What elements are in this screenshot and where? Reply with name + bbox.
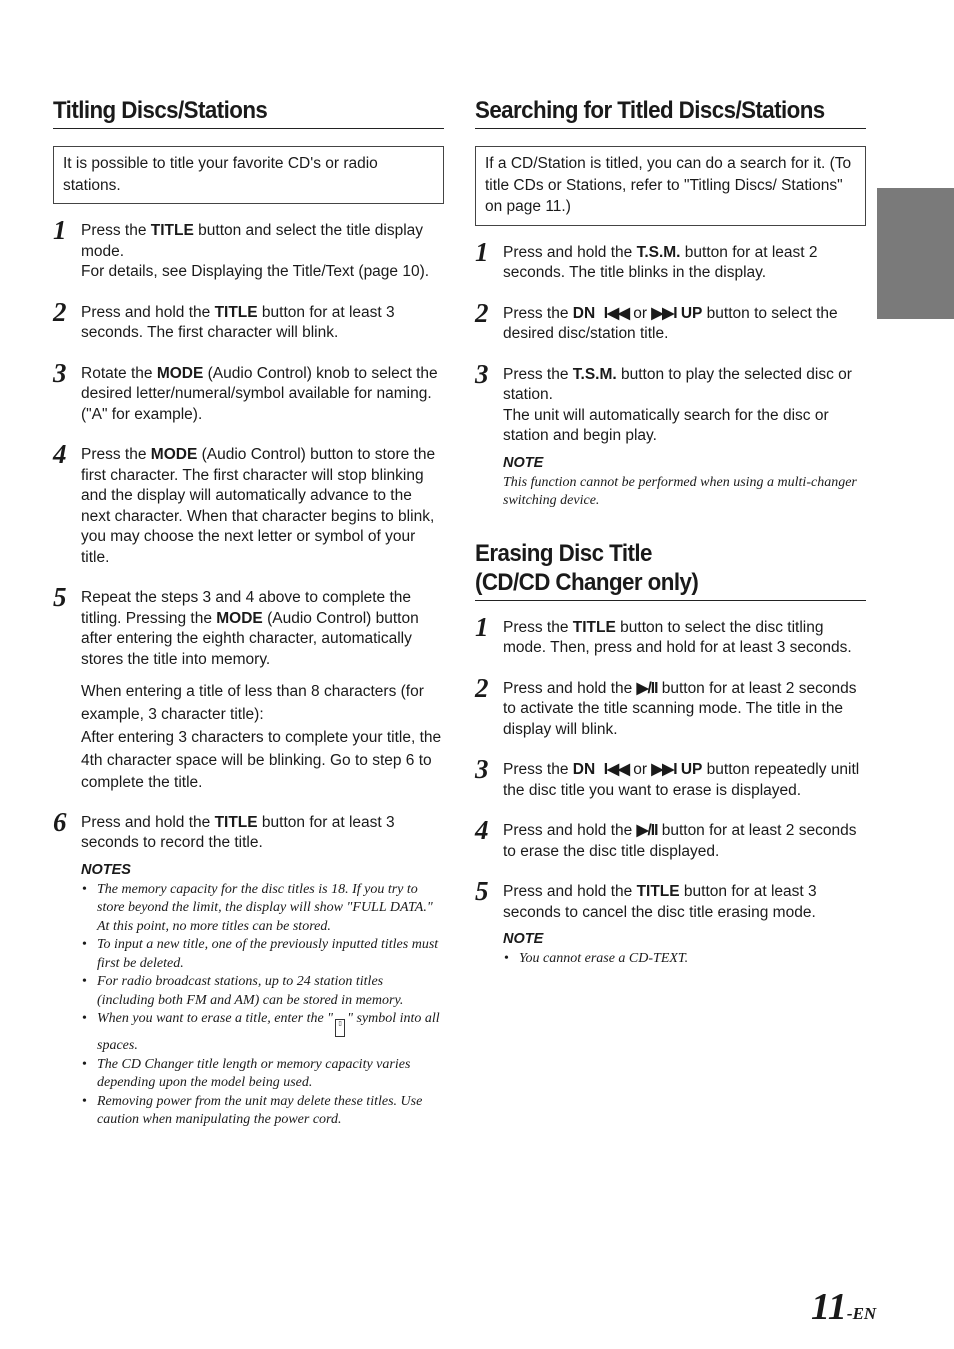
step-detail: For details, see Displaying the Title/Text (page 10). xyxy=(81,263,430,280)
titling-step-5-extra xyxy=(53,681,444,795)
step-number: 6 xyxy=(53,806,67,837)
heading-erasing-wrap xyxy=(475,539,866,601)
heading-erasing-line2: (CD/CD Changer only) xyxy=(475,568,699,596)
note-item: • You cannot erase a CD-TEXT. xyxy=(503,950,866,969)
page-suffix: -EN xyxy=(846,1304,877,1323)
step-number: 5 xyxy=(53,582,67,612)
prev-track-icon: I◀◀ xyxy=(603,761,629,778)
heading-searching: Searching for Titled Discs/Stations xyxy=(475,97,825,124)
notes-list xyxy=(81,881,444,1130)
titling-step-4 xyxy=(53,439,444,568)
step-text: Press the TITLE button and select the title display mode. xyxy=(81,222,424,260)
titling-step-1 xyxy=(53,215,444,283)
titling-step-2 xyxy=(53,296,444,344)
erase-step-4 xyxy=(475,815,866,862)
titling-step-5 xyxy=(53,582,444,670)
right-column xyxy=(475,96,866,969)
notes-title: NOTES xyxy=(81,861,131,878)
note-item: • The memory capacity for the disc titles is 18. If you try to store beyond the limit, the display will show "FULL DATA." At this point, no more titles can be stored. xyxy=(81,881,444,937)
step-number: 4 xyxy=(53,439,67,469)
step-text: Press the DN I◀◀ or ▶▶I UP button to select the desired disc/station title. xyxy=(503,304,838,342)
step-number: 2 xyxy=(475,672,489,703)
step-number: 1 xyxy=(53,215,67,245)
space-symbol-icon: ▯ xyxy=(335,1019,345,1037)
step-number: 4 xyxy=(475,815,489,845)
search-step-2 xyxy=(475,297,866,345)
note-item: • When you want to erase a title, enter the " ▯ " symbol into all spaces. xyxy=(81,1010,444,1056)
note-item: • The CD Changer title length or memory capacity varies depending upon the model being used. xyxy=(81,1056,444,1093)
step-text: Press the MODE (Audio Control) button to store the first character. The first character will stop blinking and the display will automatically advance to the next character. When that character begins to blink, you may choose the next letter or symbol of your title. xyxy=(81,446,436,566)
play-pause-icon: ▶/II xyxy=(636,822,658,839)
note-item: • To input a new title, one of the previously inputted titles must first be deleted. xyxy=(81,936,444,973)
step-text: Rotate the MODE (Audio Control) knob to select the desired letter/numeral/symbol available for naming. ("A" for example). xyxy=(81,364,438,423)
intro-box-titling: It is possible to title your favorite CD's or radio stations. xyxy=(53,146,444,204)
extra-text: After entering 3 characters to complete your title, the 4th character space will be blinking. Go to step 6 to complete the title. xyxy=(81,729,442,791)
step-number: 2 xyxy=(53,296,67,327)
heading-titling-wrap xyxy=(53,96,444,129)
heading-erasing-line1: Erasing Disc Title xyxy=(475,539,652,567)
prev-track-icon: I◀◀ xyxy=(603,304,629,322)
titling-notes xyxy=(53,861,444,1130)
note-item: • Removing power from the unit may delete these titles. Use caution when manipulating the power cord. xyxy=(81,1093,444,1130)
play-pause-icon: ▶/II xyxy=(636,679,658,697)
step-number: 5 xyxy=(475,876,489,906)
step-number: 1 xyxy=(475,236,489,267)
heading-searching-wrap xyxy=(475,96,866,129)
erase-step-2 xyxy=(475,672,866,741)
erase-step-5 xyxy=(475,876,866,923)
intro-box-searching: If a CD/Station is titled, you can do a search for it. (To title CDs or Stations, refer to "Titling Discs/ Stations" on page 11.) xyxy=(475,146,866,226)
step-text: Press the T.S.M. button to play the selected disc or station. xyxy=(503,365,852,403)
step-number: 2 xyxy=(475,297,489,328)
step-text: Press and hold the TITLE button for at least 3 seconds to cancel the disc title erasing mode. xyxy=(503,883,817,921)
next-track-icon: ▶▶I xyxy=(651,761,677,778)
note-text: This function cannot be performed when using a multi-changer switching device. xyxy=(503,474,857,508)
erase-step-3 xyxy=(475,754,866,801)
step-text: Press the TITLE button to select the disc titling mode. Then, press and hold for at least 3 seconds. xyxy=(503,618,852,656)
step-detail: The unit will automatically search for the disc or station and begin play. xyxy=(503,406,829,444)
next-track-icon: ▶▶I xyxy=(651,304,677,322)
page-number: 11-EN xyxy=(811,1286,877,1328)
titling-step-6 xyxy=(53,806,444,854)
side-tab xyxy=(877,188,954,319)
step-number: 3 xyxy=(475,754,489,784)
step-number: 1 xyxy=(475,611,489,642)
note-title: NOTE xyxy=(503,931,544,947)
search-step-3 xyxy=(475,358,866,447)
step-text: Press and hold the ▶/II button for at least 2 seconds to erase the disc title displayed. xyxy=(503,822,857,860)
step-text: Press and hold the T.S.M. button for at least 2 seconds. The title blinks in the display. xyxy=(503,243,818,281)
step-text: Repeat the steps 3 and 4 above to complete the titling. Pressing the MODE (Audio Control) button after entering the eighth character, automatically stores the title into memory. xyxy=(81,589,419,668)
extra-text: When entering a title of less than 8 characters (for example, 3 character title): xyxy=(81,683,424,723)
notes-list xyxy=(503,950,866,969)
note-title: NOTE xyxy=(503,454,544,471)
step-number: 3 xyxy=(53,357,67,388)
step-number: 3 xyxy=(475,358,489,389)
erase-step-1 xyxy=(475,611,866,659)
step-text: Press and hold the TITLE button for at least 3 seconds to record the title. xyxy=(81,813,395,851)
note-item: • For radio broadcast stations, up to 24 station titles (including both FM and AM) can be stored in memory. xyxy=(81,973,444,1010)
step-text: Press and hold the TITLE button for at least 3 seconds. The first character will blink. xyxy=(81,303,395,341)
titling-step-3 xyxy=(53,357,444,426)
erase-note xyxy=(475,930,866,969)
step-text: Press the DN I◀◀ or ▶▶I UP button repeatedly unitl the disc title you want to erase is displayed. xyxy=(503,761,860,799)
search-note xyxy=(475,454,866,511)
step-text: Press and hold the ▶/II button for at least 2 seconds to activate the title scanning mode. The title in the display will blink. xyxy=(503,679,857,738)
left-column xyxy=(53,96,444,1130)
search-step-1 xyxy=(475,236,866,284)
heading-titling: Titling Discs/Stations xyxy=(53,97,268,124)
